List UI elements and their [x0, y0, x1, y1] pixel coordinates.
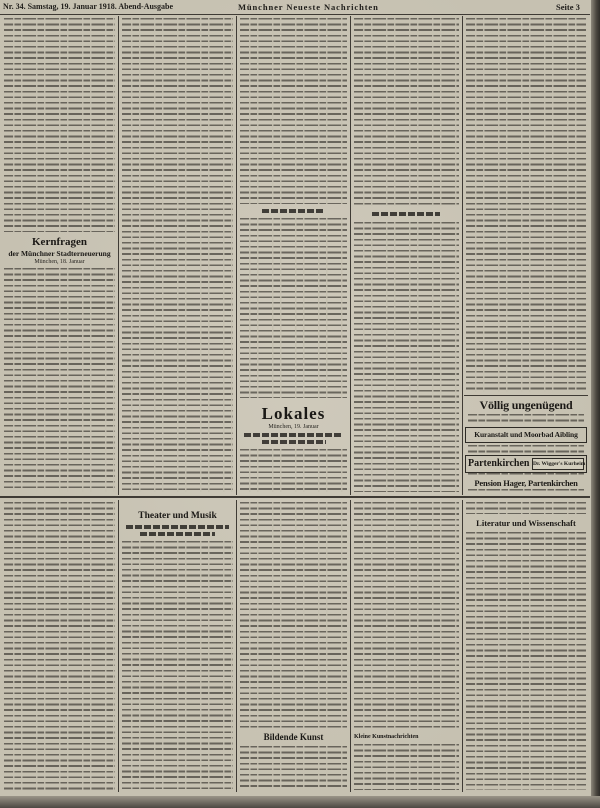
article-text: [122, 18, 233, 492]
ad-box-partenkirchen: [465, 455, 587, 473]
column-rule: [462, 16, 463, 495]
article-text: [466, 532, 586, 790]
ad-text: [468, 473, 584, 477]
article-heading: [372, 212, 440, 216]
column-rule: [118, 500, 119, 792]
section-subtitle-kernfragen: der Münchner Stadterneuerung: [8, 249, 111, 258]
ad-box-kuranstalt: [465, 427, 587, 443]
article-text: [354, 18, 459, 206]
article-text: [122, 541, 233, 790]
section-title-kleine-kunst: Kleine Kunstnachrichten: [354, 734, 419, 740]
article-heading: [126, 525, 229, 529]
article-text: [240, 502, 347, 728]
ad-pension: Pension Hager, Partenkirchen: [474, 478, 578, 488]
ad-box-kurheim: [532, 458, 584, 470]
article-heading: [140, 532, 215, 536]
ad-rule: [464, 395, 588, 396]
ad-kurheim: Dr. Wigger's Kurheim: [533, 461, 586, 467]
article-text: [354, 744, 459, 790]
article-text: [240, 449, 347, 492]
section-title-kernfragen: Kernfragen: [32, 236, 87, 248]
column-rule: [462, 500, 463, 792]
page-number: Seite 3: [556, 2, 580, 12]
column-rule: [350, 16, 351, 495]
dateline: München, 19. Januar: [268, 424, 319, 430]
article-text: [466, 502, 586, 514]
article-text: [240, 18, 347, 204]
article-text: [4, 18, 115, 232]
ad-text: [468, 445, 584, 453]
scan-edge-right: [591, 0, 600, 808]
ad-kuranstalt: Kuranstalt und Moorbad Aibling: [474, 430, 578, 439]
article-heading: [244, 433, 343, 437]
article-text: [354, 502, 459, 730]
article-text: [466, 18, 586, 392]
column-rule: [236, 16, 237, 495]
section-title-literatur: Literatur und Wissenschaft: [476, 518, 576, 528]
article-text: [240, 218, 347, 398]
ad-text: [468, 414, 584, 424]
article-heading: [262, 209, 324, 213]
dateline: München, 18. Januar: [34, 259, 85, 265]
column-rule: [236, 500, 237, 792]
article-heading: [262, 440, 326, 444]
article-text: [4, 268, 115, 492]
ad-text: [468, 489, 584, 494]
column-rule: [118, 16, 119, 495]
article-text: [354, 222, 459, 492]
article-text: [4, 502, 115, 790]
column-rule: [350, 500, 351, 792]
issue-info: Nr. 34. Samstag, 19. Januar 1918. Abend-Ausgabe: [3, 2, 174, 11]
masthead: Münchner Neueste Nachrichten: [238, 2, 379, 12]
section-title-lokales: Lokales: [261, 404, 326, 423]
ad-headline: Völlig ungenügend: [479, 398, 573, 412]
scan-edge-bottom: [0, 796, 600, 808]
section-title-theater: Theater und Musik: [138, 511, 217, 521]
section-title-bildende-kunst: Bildende Kunst: [263, 732, 324, 742]
section-divider: [0, 496, 590, 498]
article-text: [240, 746, 347, 790]
header-rule: [0, 14, 590, 15]
ad-partenkirchen: Partenkirchen: [468, 458, 530, 469]
